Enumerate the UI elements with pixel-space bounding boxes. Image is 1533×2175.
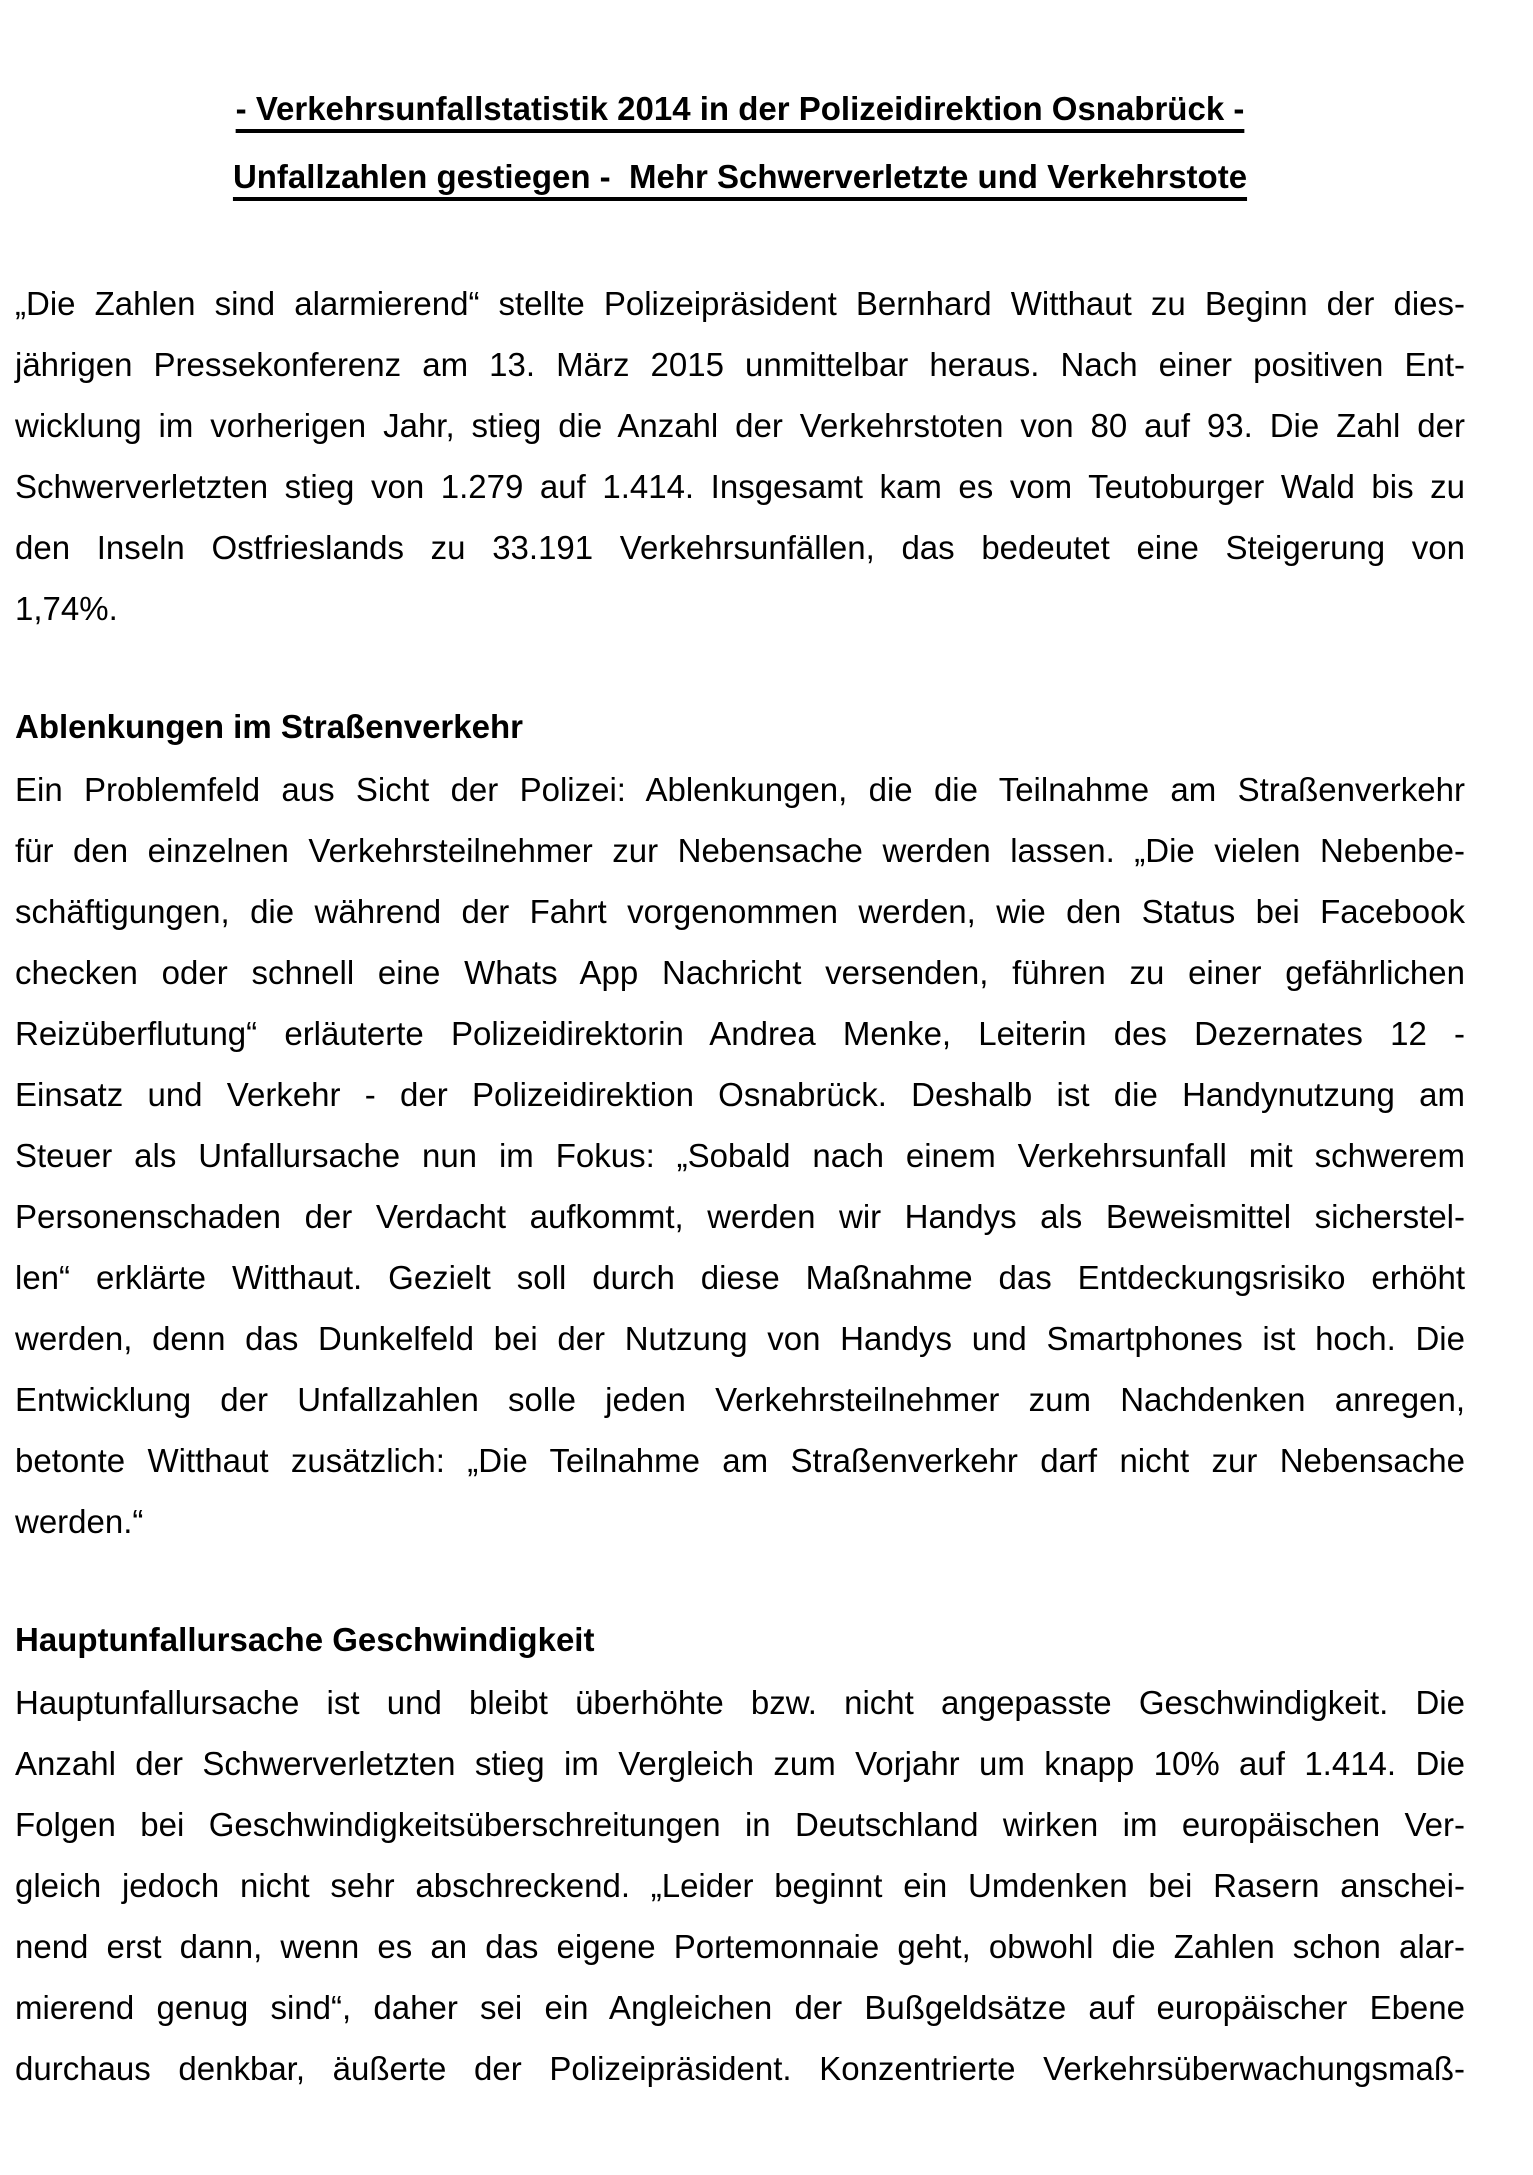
section-heading: Ablenkungen im Straßenverkehr bbox=[15, 708, 523, 745]
text-line: Folgen bei Geschwindigkeitsüberschreitungen in Deutschland wirken im europäischen Ver- bbox=[15, 1806, 1465, 1843]
paragraph bbox=[15, 273, 1465, 639]
text-line: schäftigungen, die während der Fahrt vorgenommen werden, wie den Status bei Facebook bbox=[15, 893, 1465, 930]
text-line: Anzahl der Schwerverletzten stieg im Vergleich zum Vorjahr um knapp 10% auf 1.414. Die bbox=[15, 1745, 1465, 1782]
text-line: Hauptunfallursache ist und bleibt überhöhte bzw. nicht angepasste Geschwindigkeit. Die bbox=[15, 1684, 1465, 1721]
document-title-line-1: - Verkehrsunfallstatistik 2014 in der Polizeidirektion Osnabrück - bbox=[235, 90, 1245, 127]
text-line: Entwicklung der Unfallzahlen solle jeden Verkehrsteilnehmer zum Nachdenken anregen, bbox=[15, 1381, 1465, 1418]
text-line: len“ erklärte Witthaut. Gezielt soll durch diese Maßnahme das Entdeckungsrisiko erhöht bbox=[15, 1259, 1465, 1296]
text-line: Steuer als Unfallursache nun im Fokus: „Sobald nach einem Verkehrsunfall mit schwerem bbox=[15, 1137, 1465, 1174]
document-section bbox=[15, 273, 1465, 639]
text-line: Einsatz und Verkehr - der Polizeidirektion Osnabrück. Deshalb ist die Handynutzung am bbox=[15, 1076, 1465, 1113]
section-heading: Hauptunfallursache Geschwindigkeit bbox=[15, 1621, 595, 1658]
text-line: nend erst dann, wenn es an das eigene Portemonnaie geht, obwohl die Zahlen schon alar- bbox=[15, 1928, 1465, 1965]
text-line: 1,74%. bbox=[15, 590, 118, 627]
text-line: für den einzelnen Verkehrsteilnehmer zur Nebensache werden lassen. „Die vielen Nebenbe- bbox=[15, 832, 1465, 869]
document-title bbox=[15, 75, 1465, 211]
text-line: Reizüberflutung“ erläuterte Polizeidirektorin Andrea Menke, Leiterin des Dezernates 12 - bbox=[15, 1015, 1465, 1052]
text-line: werden, denn das Dunkelfeld bei der Nutzung von Handys und Smartphones ist hoch. Die bbox=[15, 1320, 1465, 1357]
document-section bbox=[15, 695, 1465, 1552]
document-section bbox=[15, 1608, 1465, 2099]
text-line: „Die Zahlen sind alarmierend“ stellte Polizeipräsident Bernhard Witthaut zu Beginn der dies- bbox=[15, 285, 1465, 322]
text-line: jährigen Pressekonferenz am 13. März 2015 unmittelbar heraus. Nach einer positiven Ent- bbox=[15, 346, 1465, 383]
paragraph bbox=[15, 759, 1465, 1552]
text-line: checken oder schnell eine Whats App Nachricht versenden, führen zu einer gefährlichen bbox=[15, 954, 1465, 991]
text-line: Ein Problemfeld aus Sicht der Polizei: Ablenkungen, die die Teilnahme am Straßenverkehr bbox=[15, 771, 1465, 808]
text-line: Schwerverletzten stieg von 1.279 auf 1.414. Insgesamt kam es vom Teutoburger Wald bis zu bbox=[15, 468, 1465, 505]
text-line: betonte Witthaut zusätzlich: „Die Teilnahme am Straßenverkehr darf nicht zur Nebensache bbox=[15, 1442, 1465, 1479]
document-title-line-2: Unfallzahlen gestiegen - Mehr Schwerverletzte und Verkehrstote bbox=[232, 158, 1248, 195]
text-line: gleich jedoch nicht sehr abschreckend. „Leider beginnt ein Umdenken bei Rasern anschei- bbox=[15, 1867, 1465, 1904]
text-line: werden.“ bbox=[15, 1503, 144, 1540]
text-line: durchaus denkbar, äußerte der Polizeipräsident. Konzentrierte Verkehrsüberwachungsmaß- bbox=[15, 2050, 1465, 2087]
document-body bbox=[15, 273, 1465, 2099]
text-line: mierend genug sind“, daher sei ein Angleichen der Bußgeldsätze auf europäischer Ebene bbox=[15, 1989, 1465, 2026]
text-line: wicklung im vorherigen Jahr, stieg die Anzahl der Verkehrstoten von 80 auf 93. Die Zahl der bbox=[15, 407, 1465, 444]
text-line: Personenschaden der Verdacht aufkommt, werden wir Handys als Beweismittel sicherstel- bbox=[15, 1198, 1465, 1235]
paragraph bbox=[15, 1672, 1465, 2099]
text-line: den Inseln Ostfrieslands zu 33.191 Verkehrsunfällen, das bedeutet eine Steigerung von bbox=[15, 529, 1465, 566]
